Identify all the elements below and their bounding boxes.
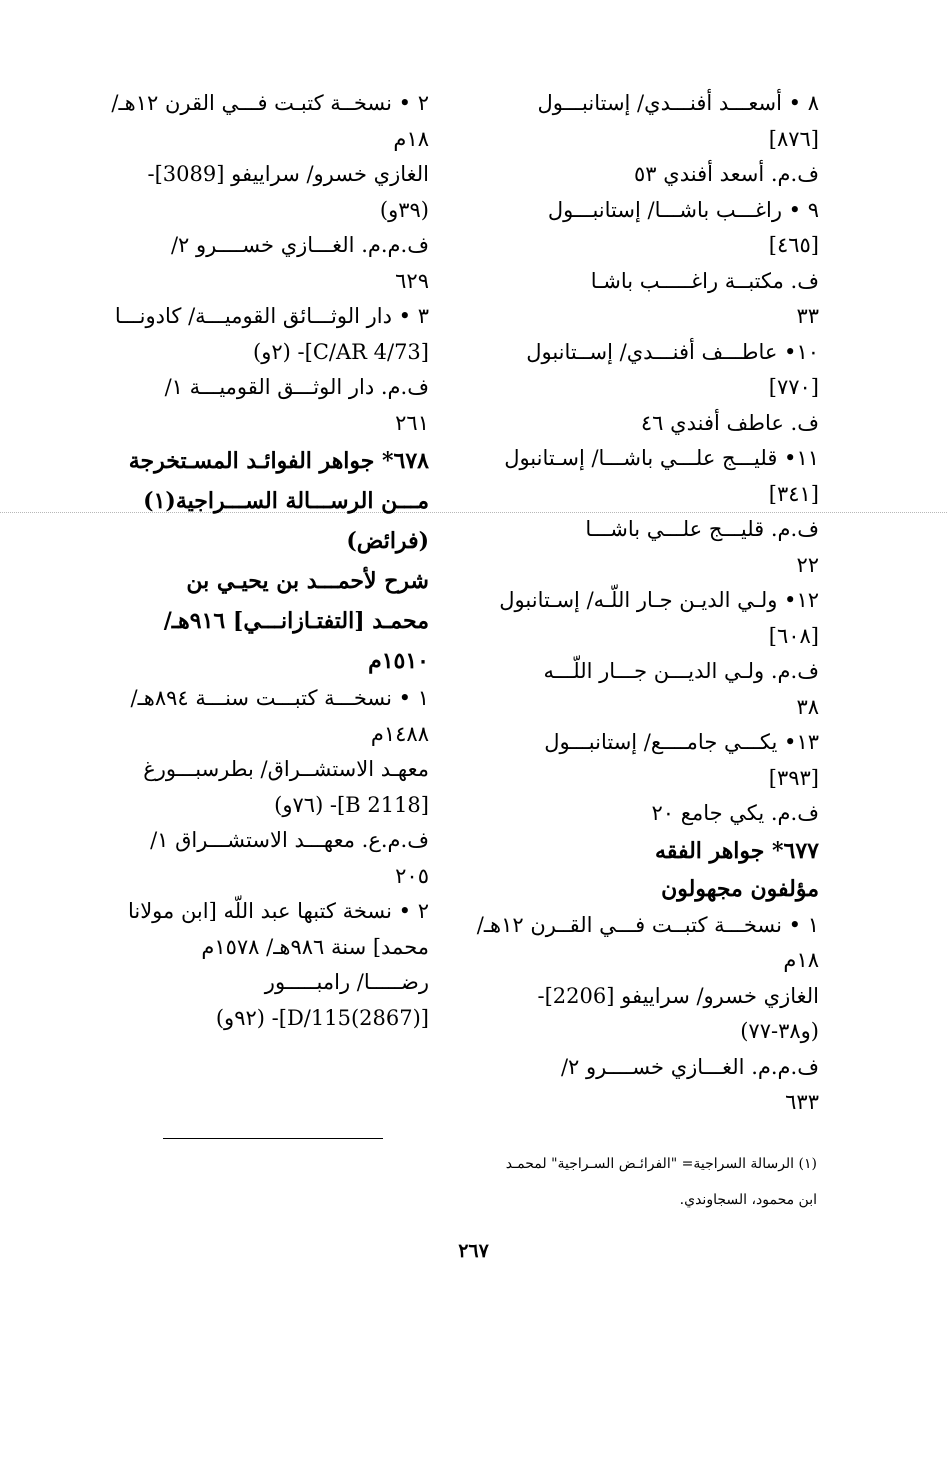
entry-line: ٣٨ [796,694,819,719]
entry-line: ٢٠٥ [395,863,429,888]
author-heading: مؤلفون مجهولون [661,875,819,902]
entry-line: ٩ • راغـــب باشـــا/ إستانبـــول [547,197,819,222]
entry-line: (٣٩و) [379,197,429,222]
entry-line: [٤٦٥] [768,233,819,257]
entry-line: ف.م.ع. معهـــد الاستشـــراق ١/ [150,828,429,852]
entry-line: ١٤٨٨م [370,721,429,746]
page-number: ٢٦٧ [458,1240,489,1262]
entry-line: رضـــــا/ رامبـــــور [264,970,429,994]
entry-line: ٢٢ [796,552,819,577]
entry-line: ف.م.م. الغـــازي خســــرو ٢/ [560,1054,819,1079]
section-heading: ٦٧٧* جواهر الفقه [655,837,819,864]
entry-line: ف.م. أسعد أفندي ٥٣ [634,162,819,186]
entry-line: ١٨م [783,948,819,972]
entry-line: ١١• قليـــج علـــي باشـــا/ إسـتانبول [504,446,819,470]
entry-line: ٦٢٩ [395,268,429,293]
entry-line: ١ • نسخـــة كتبـــت سنـــة ٨٩٤هـ/ [130,686,429,710]
entry-line: ١ • نسخـــة كتبــت فـــي القــرن ١٢هـ/ [476,912,819,937]
entry-line: محمد] سنة ٩٨٦هـ/ ١٥٧٨م [201,934,429,959]
right-column [474,86,819,1121]
entry-line: ف.م. يكي جامع ٢٠ [651,801,819,825]
entry-line: معهـد الاستشــراق/ بطرسبـــورغ [143,757,429,781]
entry-line: ٣٣ [796,304,819,328]
entry-line: ٢٦١ [395,410,429,435]
footnote-line: ابن محمود، السجاوندي. [679,1192,817,1208]
entry-line: [٣٩٣] [768,765,819,790]
entry-line: الغازي خسرو/ سراييفو [3089]- [147,162,429,186]
entry-line: ف.م. قليـــج علـــي باشـــا [585,517,819,541]
entry-line: [٣٤١] [768,481,819,506]
author-heading: شرح لأحمـــد بن يحيـي بن [186,568,429,594]
entry-line: ٣ • دار الوثـــائق القوميـــة/ كادونـــا [114,304,429,328]
entry-line: ف.م. ولـي الديـــن جـــار اللّـــه [543,659,819,683]
entry-line: (و٣٨-٧٧) [740,1019,819,1043]
footnote-line: (١) الرسالة السراجية= "الفرائـض السـراجية" لمحمـد [505,1156,817,1172]
entry-line: ١٨م [393,126,429,151]
footnote [487,1146,817,1218]
entry-line: ٨ • أسعـــد أفنـــدي/ إستانبـــول [537,91,819,115]
entry-line: ٢ • نسخة كتبها عبد اللّه [ابن مولانا [127,899,429,923]
entry-line: [B 2118]- (٧٦و) [274,792,429,817]
section-heading: ٦٧٨* جواهر الفوائـد المسـتخرجة [128,448,429,474]
entry-line: ف. عاطف أفندي ٤٦ [640,410,819,435]
entry-line: [(2867)115/D]- (٩٢و) [215,1005,429,1030]
entry-line: [C/AR 4/73]- (٢و) [253,339,429,364]
entry-line: ١٠• عاطـــف أفنـــدي/ إســتانبول [526,339,819,364]
entry-line: ف.م. دار الوثـــق القوميـــة ١/ [164,375,429,399]
footnote-rule [163,1138,383,1139]
entry-line: ٢ • نسخــة كتبـت فـــي القرن ١٢هـ/ [111,91,429,115]
entry-line: ف.م.م. الغـــازي خســــرو ٢/ [170,233,429,257]
entry-line: ١٢• ولـي الديـن جـار اللّـه/ إسـتانبول [499,588,819,612]
left-column [99,86,429,1036]
entry-line: ٦٣٣ [785,1090,819,1114]
author-heading: ١٥١٠م [368,648,429,674]
entry-line: [٧٧٠] [768,375,819,399]
entry-line: [٨٧٦] [768,126,819,151]
author-heading: محمـد [التفتـازانـــي] ٩١٦هـ/ [163,608,429,634]
entry-line: الغازي خسرو/ سراييفو [2206]- [537,983,819,1008]
entry-line: ف. مكتبــة راغـــــب باشـا [590,268,819,293]
entry-line: ١٣• يكـــي جامــــع/ إستانبـــول [544,730,819,754]
section-heading: (فرائض) [346,528,429,554]
section-heading: مـــن الرســـالة الســـراجية(١) [143,488,429,514]
entry-line: [٦٠٨] [768,623,819,648]
